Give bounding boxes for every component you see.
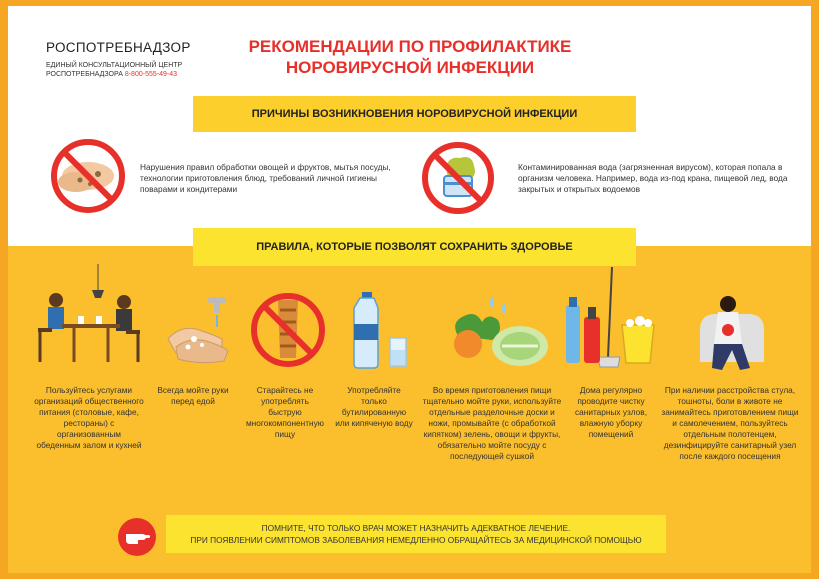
brand-line1: ЕДИНЫЙ КОНСУЛЬТАЦИОННЫЙ ЦЕНТР <box>46 62 183 69</box>
hand-wash-icon <box>162 295 242 367</box>
vegetables-icon <box>446 292 556 372</box>
rule-text-5: Во время приготовления пищи тщательно мойте руки, используйте отдельные разделочные доски и ножи, промывайте (с обработкой кипятком) зелень, овощи и фрукты, обязательно мойте посуду с последующей сушкой <box>422 385 562 461</box>
cafe-icon <box>34 262 144 370</box>
rule-text-6: Дома регулярно проводите чистку санитарных узлов, влажную уборку помещений <box>574 385 648 439</box>
no-shawarma-icon <box>248 290 328 370</box>
sick-person-icon <box>692 290 772 374</box>
causes-heading: ПРИЧИНЫ ВОЗНИКНОВЕНИЯ НОРОВИРУСНОЙ ИНФЕКЦИИ <box>193 96 636 132</box>
title-line1: РЕКОМЕНДАЦИИ ПО ПРОФИЛАКТИКЕ <box>248 37 572 56</box>
rules-heading: ПРАВИЛА, КОТОРЫЕ ПОЗВОЛЯТ СОХРАНИТЬ ЗДОРОВЬЕ <box>193 228 636 266</box>
no-contaminated-water-icon <box>418 138 498 218</box>
page-title <box>230 36 590 78</box>
brand-phone: 8-800-555-49-43 <box>124 71 177 78</box>
footer-line2: ПРИ ПОЯВЛЕНИИ СИМПТОМОВ ЗАБОЛЕВАНИЯ НЕМЕДЛЕННО ОБРАЩАЙТЕСЬ ЗА МЕДИЦИНСКОЙ ПОМОЩЬЮ <box>190 535 642 545</box>
bottled-water-icon <box>348 290 414 370</box>
brand-line2: РОСПОТРЕБНАДЗОРА <box>46 71 123 78</box>
cleaning-icon <box>560 265 660 371</box>
rule-text-4: Употребляйте только бутилированную или кипяченую воду <box>335 385 413 428</box>
rule-text-3: Старайтесь не употреблять быструю многокомпонентную пищу <box>245 385 325 439</box>
title-line2: НОРОВИРУСНОЙ ИНФЕКЦИИ <box>285 58 535 77</box>
cause-text-2: Контаминированная вода (загрязненная вирусом), которая попала в организм человека. Например, вода из-под крана, пищевой лед, вода закрытых и открытых водоемов <box>518 162 788 194</box>
footer-notice <box>166 515 666 553</box>
rule-text-2: Всегда мойте руки перед едой <box>157 385 229 406</box>
no-dirty-hands-icon <box>38 136 128 216</box>
rule-text-7: При наличии расстройства стула, тошноты, боли в животе не занимайтесь приготовлением пищи и самолечением, пользуйтесь отдельным полотенцем, дезинфицируйте санитарный узел после каждого посещения <box>661 385 799 461</box>
pointing-hand-icon <box>118 518 156 556</box>
brand-name: РОСПОТРЕБНАДЗОР <box>46 40 191 55</box>
brand-subtitle <box>46 61 216 79</box>
rule-text-1: Пользуйтесь услугами организаций общественного питания (столовые, кафе, рестораны) с организованным обеденным залом и кухней <box>34 385 144 450</box>
cause-text-1: Нарушения правил обработки овощей и фруктов, мытья посуды, технологии приготовления блюд, требований личной гигиены поварами и кондитерами <box>140 162 391 194</box>
footer-line1: ПОМНИТЕ, ЧТО ТОЛЬКО ВРАЧ МОЖЕТ НАЗНАЧИТЬ АДЕКВАТНОЕ ЛЕЧЕНИЕ. <box>261 523 571 533</box>
brand-block <box>46 40 216 79</box>
